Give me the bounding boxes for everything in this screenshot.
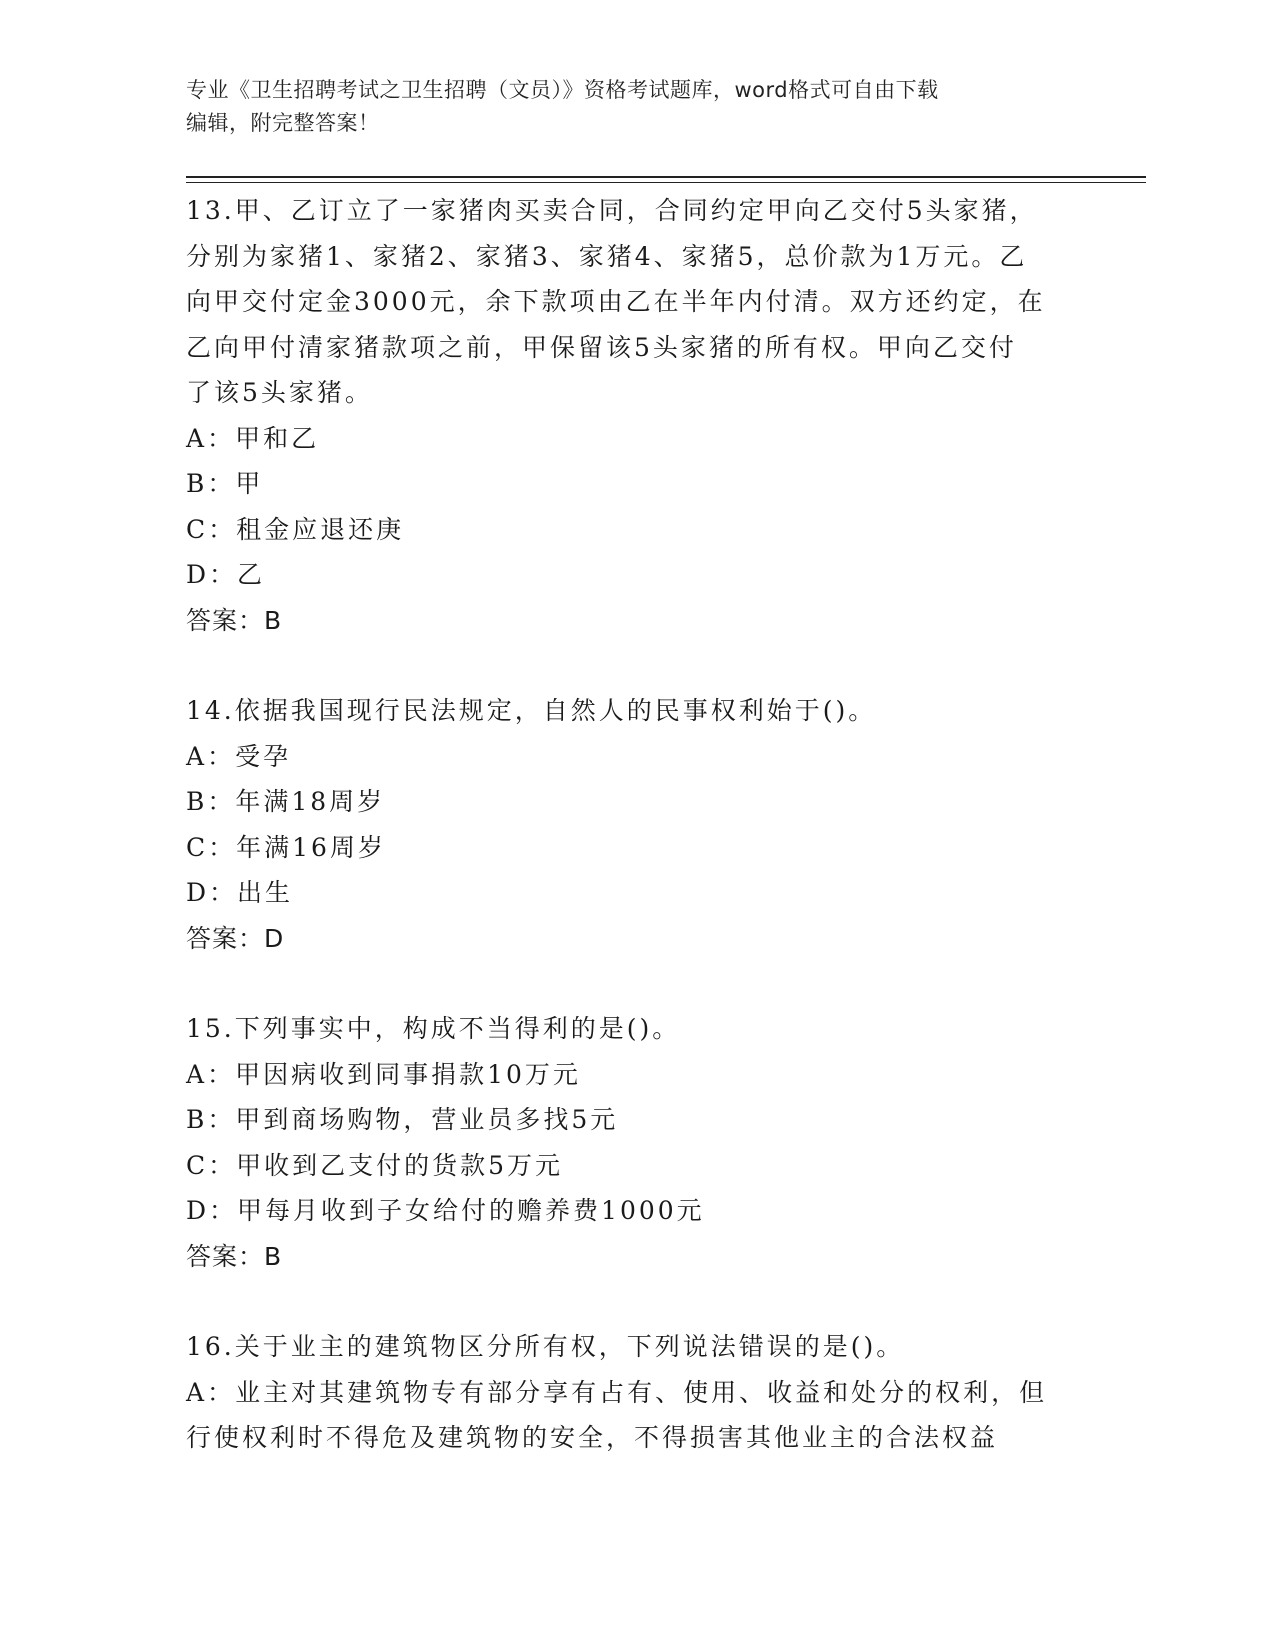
option-text: 出生 (237, 878, 294, 907)
option-text: 受孕 (235, 741, 292, 771)
option-b (186, 461, 1086, 507)
question-item (186, 1324, 1086, 1461)
question-text-line: 13.甲、乙订立了一家猪肉买卖合同，合同约定甲向乙交付5头家猪， (186, 196, 1038, 225)
question-item (186, 188, 1086, 643)
option-c (186, 507, 1086, 553)
option-key: A： (186, 1059, 236, 1089)
option-text: 甲 (235, 469, 264, 498)
header-divider-secondary (186, 182, 1146, 183)
option-text: 甲到商场购物，营业员多找5元 (235, 1105, 619, 1134)
option-key: C： (186, 1150, 237, 1180)
header-line-2: 编辑，附完整答案！ (186, 111, 380, 135)
option-text: 甲因病收到同事捐款10万元 (235, 1059, 581, 1089)
option-key: D： (186, 560, 238, 589)
option-d (186, 552, 1086, 598)
option-a (186, 734, 1086, 780)
question-list (186, 188, 1086, 1461)
option-c (186, 1143, 1086, 1189)
option-key: C： (186, 832, 237, 862)
option-text: 年满18周岁 (235, 787, 386, 816)
answer-text: 答案：D (186, 923, 285, 953)
answer-text: 答案：B (186, 1241, 283, 1271)
question-text-line: 乙向甲付清家猪款项之前，甲保留该5头家猪的所有权。甲向乙交付 (186, 332, 1017, 362)
question-text-line: 分别为家猪1、家猪2、家猪3、家猪4、家猪5，总价款为1万元。乙 (186, 241, 1028, 271)
option-text: 行使权利时不得危及建筑物的安全，不得损害其他业主的合法权益 (186, 1423, 999, 1452)
option-text: 甲和乙 (235, 423, 320, 453)
question-text-line: 15.下列事实中，构成不当得利的是()。 (186, 1014, 681, 1043)
option-d (186, 870, 1086, 916)
option-text: 业主对其建筑物专有部分享有占有、使用、收益和处分的权利，但 (235, 1377, 1048, 1407)
option-b (186, 779, 1086, 825)
question-text-line: 14.依据我国现行民法规定，自然人的民事权利始于()。 (186, 696, 877, 725)
document-header (186, 74, 1066, 140)
question-text-line: 了该5头家猪。 (186, 378, 373, 407)
option-a-continued (186, 1415, 1086, 1461)
answer-text: 答案：B (186, 605, 283, 635)
option-text: 年满16周岁 (236, 832, 386, 862)
option-a (186, 1052, 1086, 1098)
option-key: D： (186, 878, 238, 907)
question-text-line: 16.关于业主的建筑物区分所有权，下列说法错误的是()。 (186, 1332, 905, 1361)
option-key: B： (186, 1105, 236, 1134)
option-text: 租金应退还庚 (236, 514, 405, 544)
question-item (186, 1006, 1086, 1279)
question-item (186, 688, 1086, 961)
header-divider (186, 176, 1146, 178)
option-text: 甲收到乙支付的货款5万元 (236, 1150, 564, 1180)
option-a (186, 1370, 1086, 1416)
option-key: D： (186, 1196, 238, 1225)
question-text-line: 向甲交付定金3000元，余下款项由乙在半年内付清。双方还约定，在 (186, 287, 1046, 316)
option-key: B： (186, 787, 236, 816)
option-b (186, 1097, 1086, 1143)
option-key: B： (186, 469, 236, 498)
option-c (186, 825, 1086, 871)
header-line-1: 专业《卫生招聘考试之卫生招聘（文员）》资格考试题库，word格式可自由下载 (186, 78, 939, 102)
option-key: A： (186, 1377, 236, 1407)
option-key: A： (186, 423, 236, 453)
option-text: 甲每月收到子女给付的赡养费1000元 (237, 1196, 705, 1225)
option-d (186, 1188, 1086, 1234)
option-key: A： (186, 741, 236, 771)
option-text: 乙 (237, 560, 266, 589)
option-a (186, 416, 1086, 462)
option-key: C： (186, 514, 237, 544)
